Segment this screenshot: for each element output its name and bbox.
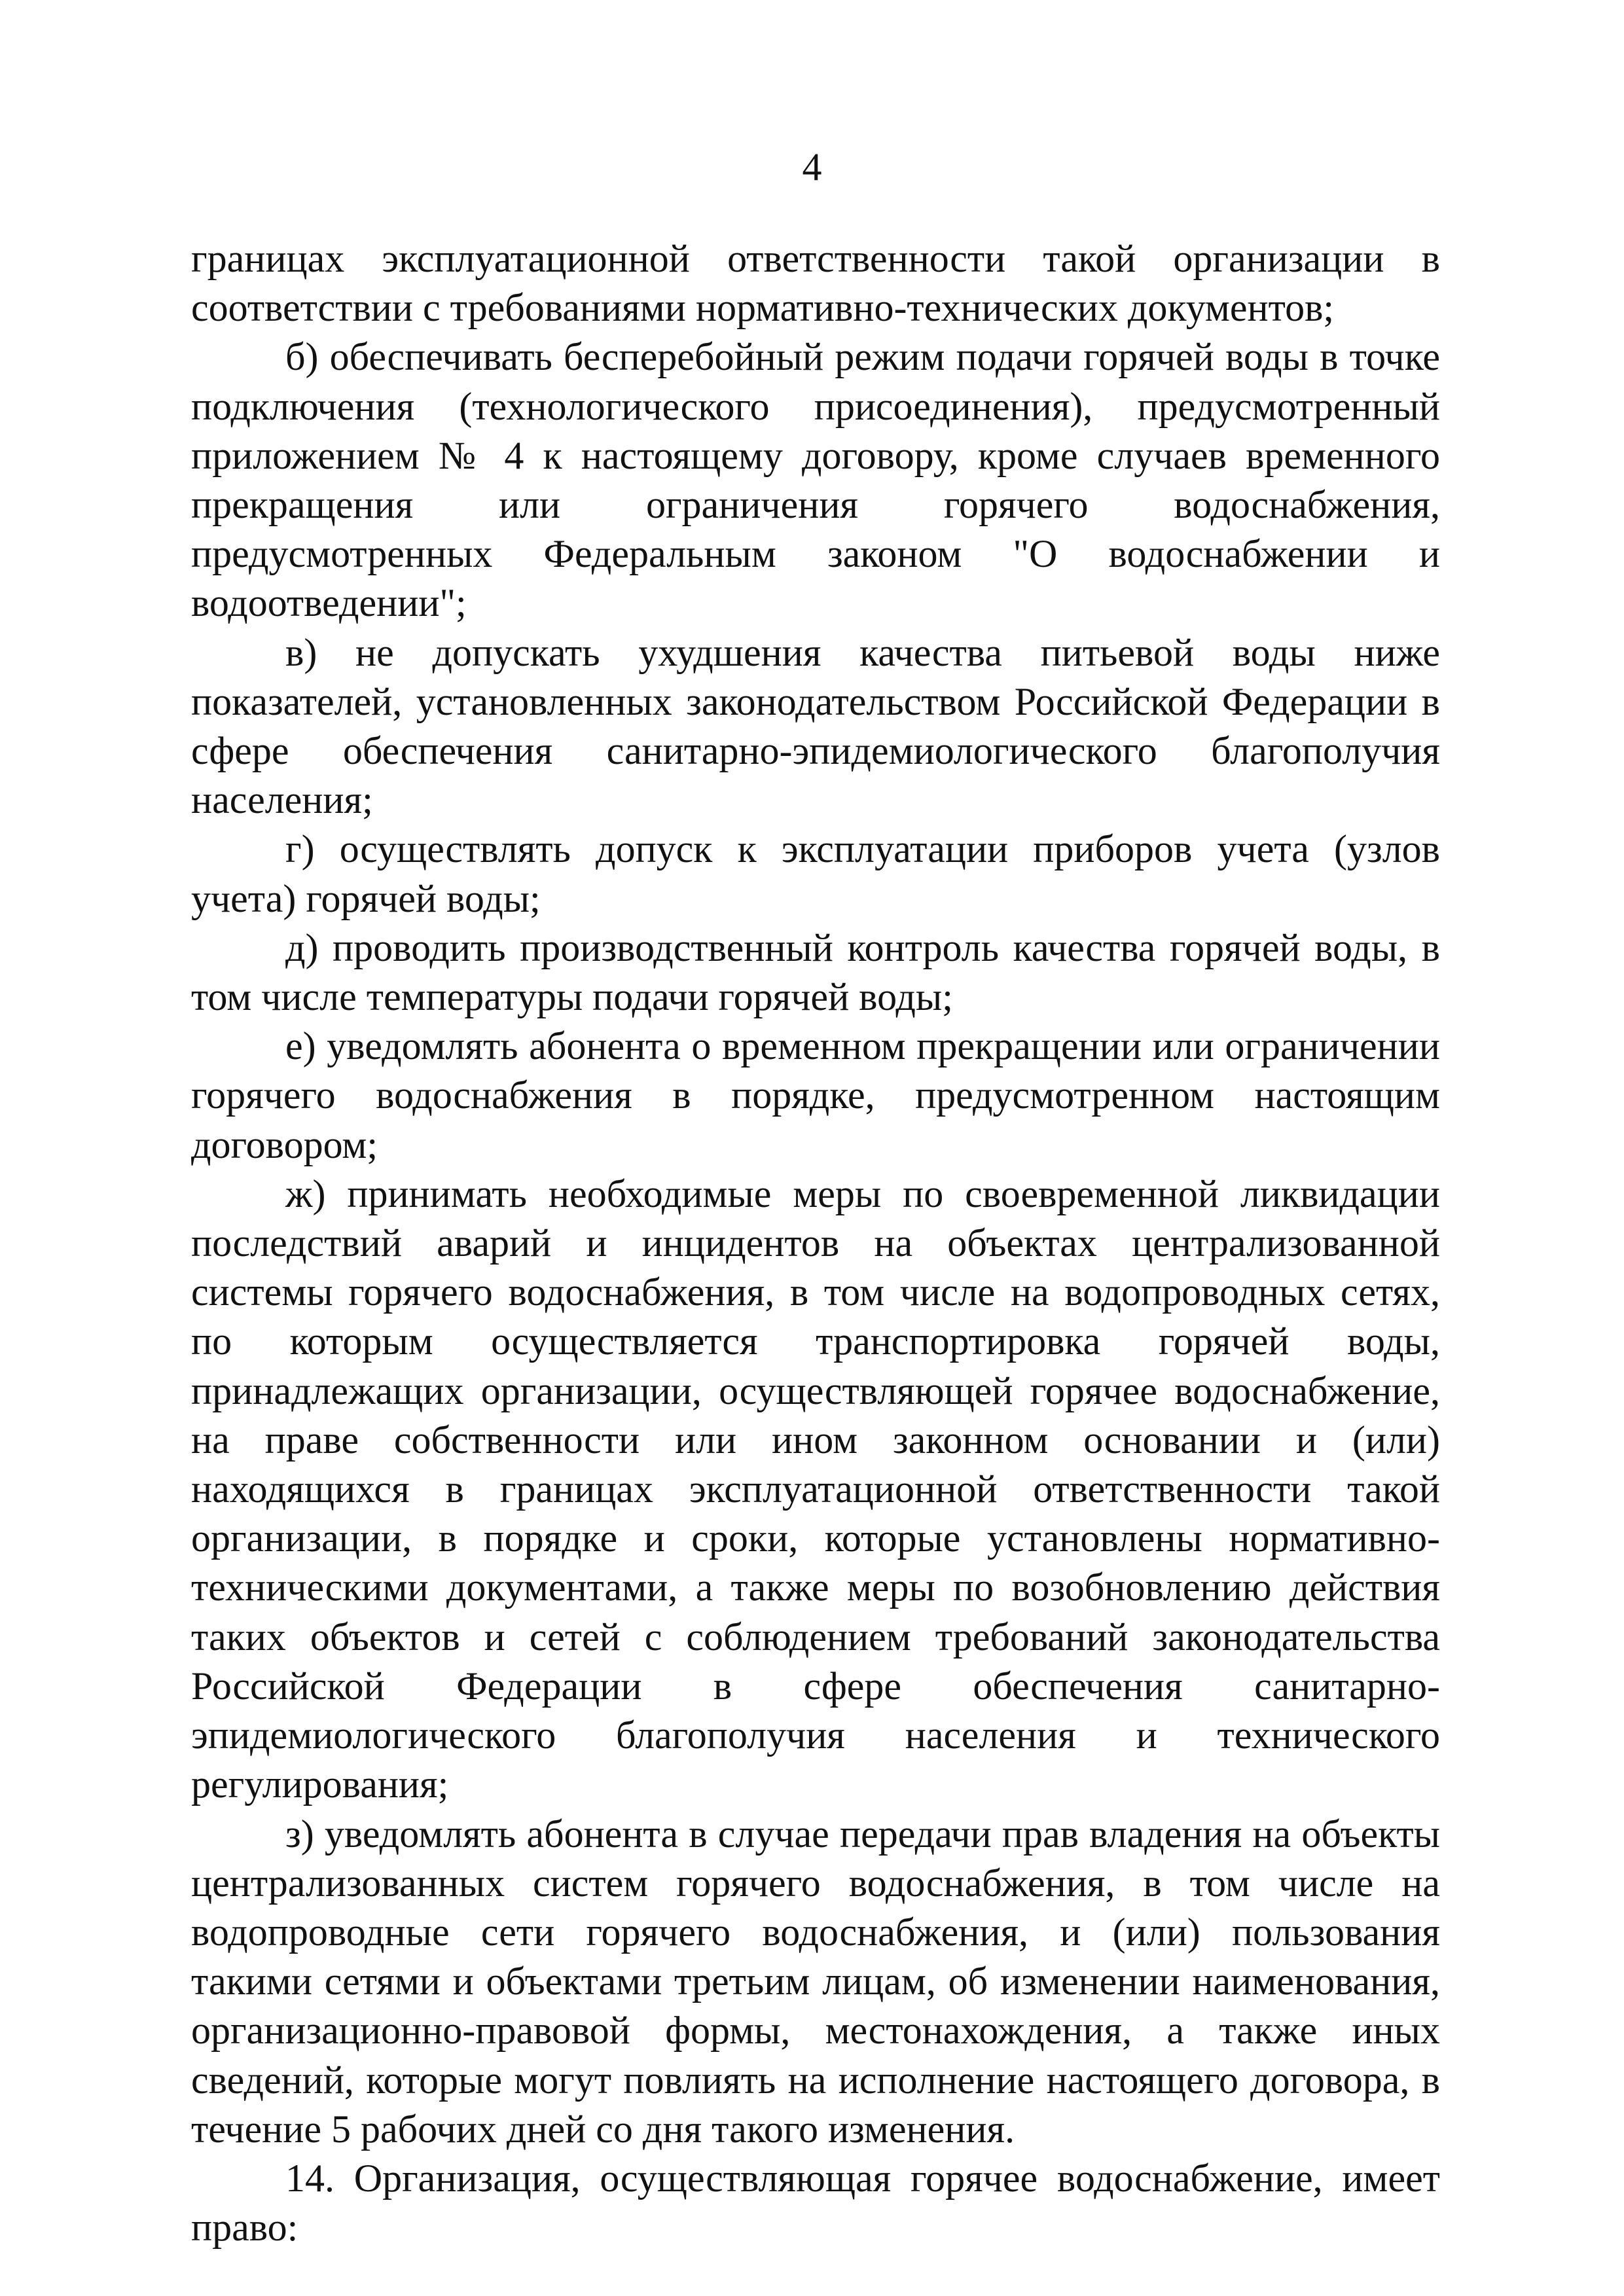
- paragraph-item-zh: ж) принимать необходимые меры по своевременной ликвидации последствий аварий и инцидентов на объектах централизованной системы горячего водоснабжения, в том числе на водопроводных сетях, по которым осуществляется транспортировка горячей воды, принадлежащих организации, осуществляющей горячее водоснабжение, на праве собственности или ином законном основании и (или) находящихся в границах эксплуатационной ответственности такой организации, в порядке и сроки, которые установлены нормативно-техническими документами, а также меры по возобновлению действия таких объектов и сетей с соблюдением требований законодательства Российской Федерации в сфере обеспечения санитарно-эпидемиологического благополучия населения и технического регулирования;: [191, 1172, 1440, 1806]
- paragraph-item-e: е) уведомлять абонента о временном прекращении или ограничении горячего водоснабжения в порядке, предусмотренном настоящим договором;: [191, 1024, 1440, 1166]
- paragraph-item-d: д) проводить производственный контроль качества горячей воды, в том числе температуры подачи горячей воды;: [191, 925, 1440, 1019]
- paragraph-item-b: б) обеспечивать бесперебойный режим подачи горячей воды в точке подключения (технологического присоединения), предусмотренный приложением № 4 к настоящему договору, кроме случаев временного прекращения или ограничения горячего водоснабжения, предусмотренных Федеральным законом "О водоснабжении и водоотведении";: [191, 335, 1440, 625]
- paragraph-continuation: границах эксплуатационной ответственности такой организации в соответствии с требованиями нормативно-технических документов;: [191, 237, 1440, 330]
- document-body: [191, 234, 1440, 2252]
- page-number: 4: [802, 145, 822, 188]
- paragraph-item-v: в) не допускать ухудшения качества питьевой воды ниже показателей, установленных законодательством Российской Федерации в сфере обеспечения санитарно-эпидемиологического благополучия населения;: [191, 630, 1440, 822]
- paragraph-item-z: з) уведомлять абонента в случае передачи прав владения на объекты централизованных систем горячего водоснабжения, в том числе на водопроводные сети горячего водоснабжения, и (или) пользования такими сетями и объектами третьим лицам, об изменении наименования, организационно-правовой формы, местонахождения, а также иных сведений, которые могут повлиять на исполнение настоящего договора, в течение 5 рабочих дней со дня такого изменения.: [191, 1812, 1440, 2151]
- paragraph-item-g: г) осуществлять допуск к эксплуатации приборов учета (узлов учета) горячей воды;: [191, 827, 1440, 920]
- paragraph-clause-14: 14. Организация, осуществляющая горячее водоснабжение, имеет право:: [191, 2156, 1440, 2250]
